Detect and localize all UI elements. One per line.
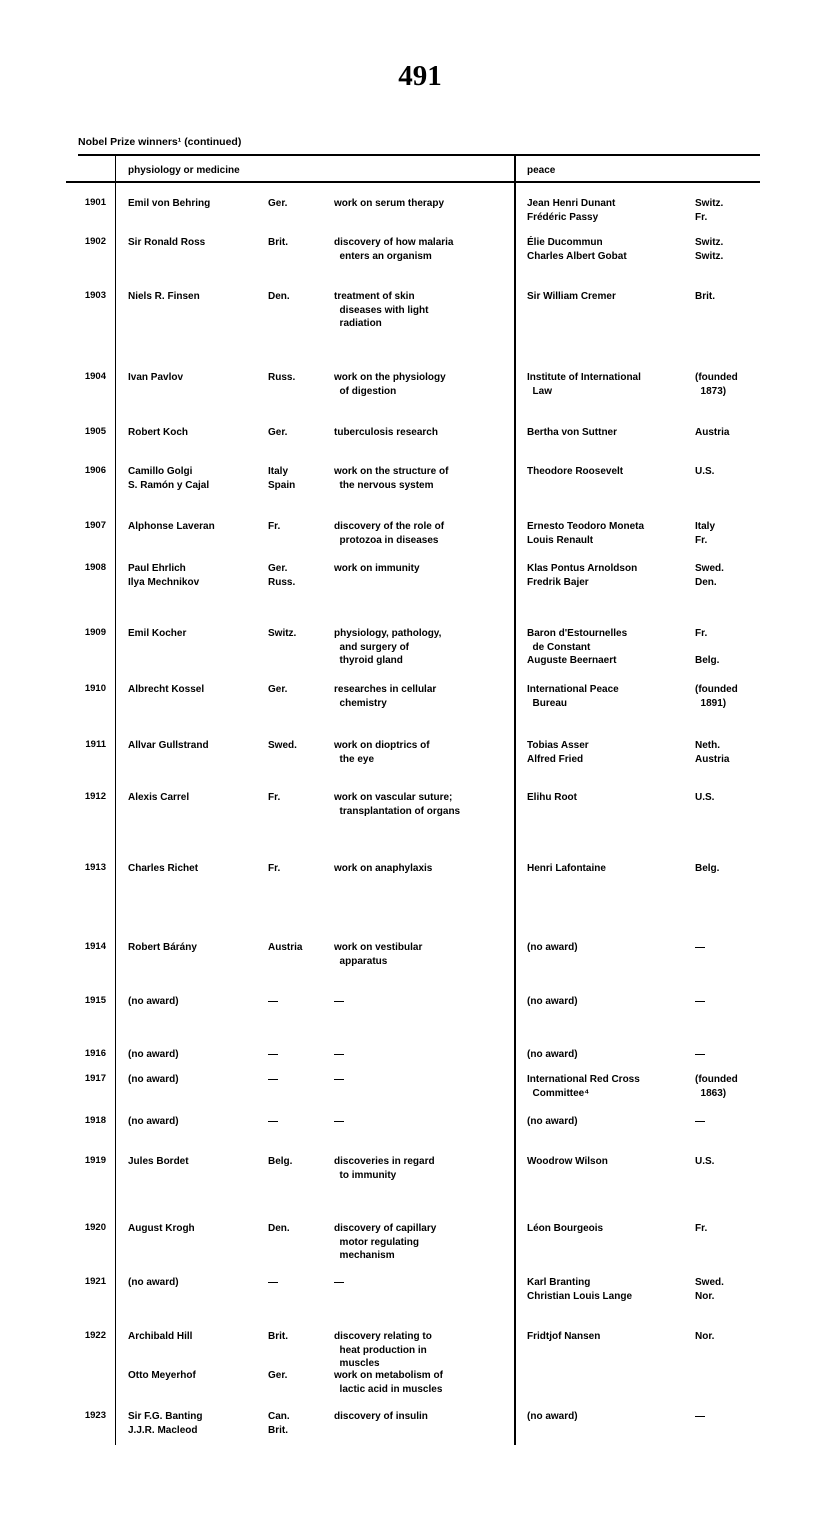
medicine-work: — — [334, 1049, 344, 1060]
peace-laureate: Ernesto Teodoro Moneta Louis Renault — [527, 521, 645, 546]
peace-country: (founded 1873) — [695, 372, 738, 397]
peace-laureate: Henri Lafontaine — [527, 863, 606, 874]
medicine-work: discovery of insulin — [334, 1411, 428, 1422]
medicine-country: Fr. — [268, 863, 281, 874]
table-row-year: 1910 — [84, 683, 106, 694]
table-row-year: 1918 — [84, 1115, 106, 1126]
medicine-laureate: August Krogh — [128, 1223, 195, 1234]
medicine-laureate: Charles Richet — [128, 863, 199, 874]
medicine-laureate: (no award) — [128, 1116, 179, 1127]
medicine-laureate: Robert Koch — [128, 427, 188, 438]
peace-laureate: Élie Ducommun Charles Albert Gobat — [527, 237, 627, 262]
table-row-year: 1916 — [84, 1048, 106, 1059]
medicine-country: — — [268, 996, 278, 1007]
medicine-work: discovery relating to heat production in muscles — [334, 1331, 432, 1369]
table-row-year: 1909 — [84, 627, 106, 638]
medicine-country: Den. — [268, 1223, 290, 1234]
medicine-country: Brit. — [268, 237, 288, 248]
peace-laureate: Bertha von Suttner — [527, 427, 618, 438]
peace-country: Swed. Nor. — [695, 1277, 724, 1302]
peace-country: U.S. — [695, 1156, 715, 1167]
peace-country: Belg. — [695, 863, 720, 874]
medicine-work: work on the structure of the nervous system — [334, 466, 449, 491]
table-row-year: 1906 — [84, 465, 106, 476]
medicine-work: — — [334, 996, 344, 1007]
medicine-work: discovery of the role of protozoa in diseases — [334, 521, 445, 546]
peace-laureate: Institute of International Law — [527, 372, 641, 397]
medicine-work: — — [334, 1074, 344, 1085]
peace-laureate: Theodore Roosevelt — [527, 466, 624, 477]
medicine-laureate: Alexis Carrel — [128, 792, 190, 803]
medicine-work: — — [334, 1116, 344, 1127]
table-row-year: 1922 — [84, 1330, 106, 1341]
table-row-year: 1904 — [84, 371, 106, 382]
peace-country: Fr. — [695, 1223, 708, 1234]
table-row-year: 1908 — [84, 562, 106, 573]
peace-country: Swed. Den. — [695, 563, 724, 588]
peace-country: (founded 1863) — [695, 1074, 738, 1099]
medicine-country: Swed. — [268, 740, 297, 751]
medicine-country: Fr. — [268, 521, 281, 532]
medicine-laureate: Sir F.G. Banting J.J.R. Macleod — [128, 1411, 203, 1436]
peace-country: U.S. — [695, 792, 715, 803]
peace-laureate: (no award) — [527, 1049, 578, 1060]
peace-country: — — [695, 1116, 705, 1127]
medicine-work: work on serum therapy — [334, 198, 445, 209]
peace-country: (founded 1891) — [695, 684, 738, 709]
peace-laureate: Klas Pontus Arnoldson Fredrik Bajer — [527, 563, 638, 588]
medicine-laureate: Alphonse Laveran — [128, 521, 215, 532]
medicine-laureate: Allvar Gullstrand — [128, 740, 209, 751]
header-bottom-rule — [66, 181, 760, 183]
medicine-laureate: Camillo Golgi S. Ramón y Cajal — [128, 466, 210, 491]
medicine-work: work on vestibular apparatus — [334, 942, 423, 967]
peace-laureate: (no award) — [527, 1411, 578, 1422]
medicine-country: Russ. — [268, 372, 296, 383]
medicine-laureate: Archibald Hill — [128, 1331, 193, 1342]
medicine-laureate: Ivan Pavlov — [128, 372, 184, 383]
peace-country: Austria — [695, 427, 730, 438]
medicine-laureate: Niels R. Finsen — [128, 291, 200, 302]
medicine-country: Austria — [268, 942, 303, 953]
peace-laureate: Tobias Asser Alfred Fried — [527, 740, 589, 765]
medicine-country: Den. — [268, 291, 290, 302]
peace-laureate: (no award) — [527, 1116, 578, 1127]
table-row-year: 1923 — [84, 1410, 106, 1421]
header-medicine: physiology or medicine — [128, 165, 240, 176]
peace-laureate: Jean Henri Dunant Frédéric Passy — [527, 198, 616, 223]
medicine-country: Brit. — [268, 1331, 288, 1342]
medicine-laureate: Sir Ronald Ross — [128, 237, 206, 248]
medicine-laureate: Jules Bordet — [128, 1156, 189, 1167]
table-row-year: 1907 — [84, 520, 106, 531]
peace-country: U.S. — [695, 466, 715, 477]
medicine-country: Ger. — [268, 684, 288, 695]
medicine-laureate: Otto Meyerhof — [128, 1370, 196, 1381]
peace-country: Switz. Switz. — [695, 237, 724, 262]
medicine-country: — — [268, 1116, 278, 1127]
table-row-year: 1915 — [84, 995, 106, 1006]
table-top-rule — [78, 154, 760, 156]
category-column-divider — [514, 155, 516, 1445]
table-row-year: 1912 — [84, 791, 106, 802]
table-row-year: 1914 — [84, 941, 106, 952]
peace-laureate: Baron d'Estournelles de Constant Auguste Beernaert — [527, 628, 628, 666]
table-row-year: 1902 — [84, 236, 106, 247]
medicine-work: physiology, pathology, and surgery of thyroid gland — [334, 628, 442, 666]
peace-country: — — [695, 942, 705, 953]
medicine-work: — — [334, 1277, 344, 1288]
medicine-country: Ger. — [268, 427, 288, 438]
peace-country: — — [695, 996, 705, 1007]
medicine-laureate: (no award) — [128, 1049, 179, 1060]
table-row-year: 1917 — [84, 1073, 106, 1084]
medicine-work: work on dioptrics of the eye — [334, 740, 430, 765]
medicine-laureate: (no award) — [128, 1277, 179, 1288]
medicine-work: work on metabolism of lactic acid in muscles — [334, 1370, 443, 1395]
peace-country: Switz. Fr. — [695, 198, 724, 223]
header-peace: peace — [527, 165, 556, 176]
table-row-year: 1901 — [84, 197, 106, 208]
medicine-work: discoveries in regard to immunity — [334, 1156, 435, 1181]
medicine-laureate: (no award) — [128, 996, 179, 1007]
medicine-work: work on anaphylaxis — [334, 863, 433, 874]
peace-laureate: Elihu Root — [527, 792, 577, 803]
table-title: Nobel Prize winners¹ (continued) — [78, 136, 242, 148]
peace-country: Neth. Austria — [695, 740, 730, 765]
peace-laureate: Karl Branting Christian Louis Lange — [527, 1277, 633, 1302]
peace-laureate: Woodrow Wilson — [527, 1156, 608, 1167]
medicine-work: researches in cellular chemistry — [334, 684, 437, 709]
medicine-laureate: Robert Bárány — [128, 942, 197, 953]
medicine-work: work on the physiology of digestion — [334, 372, 446, 397]
peace-laureate: International Red Cross Committee⁴ — [527, 1074, 640, 1099]
medicine-laureate: Paul Ehrlich Ilya Mechnikov — [128, 563, 200, 588]
medicine-work: work on immunity — [334, 563, 420, 574]
medicine-laureate: Emil von Behring — [128, 198, 211, 209]
year-column-divider — [115, 155, 116, 1445]
medicine-laureate: (no award) — [128, 1074, 179, 1085]
medicine-country: — — [268, 1277, 278, 1288]
peace-country: — — [695, 1411, 705, 1422]
medicine-laureate: Albrecht Kossel — [128, 684, 205, 695]
page-number: 491 — [398, 60, 442, 92]
medicine-laureate: Emil Kocher — [128, 628, 187, 639]
peace-country: — — [695, 1049, 705, 1060]
table-row-year: 1903 — [84, 290, 106, 301]
medicine-country: Switz. — [268, 628, 297, 639]
peace-laureate: Sir William Cremer — [527, 291, 616, 302]
medicine-country: Ger. — [268, 1370, 288, 1381]
medicine-country: Belg. — [268, 1156, 293, 1167]
peace-laureate: (no award) — [527, 996, 578, 1007]
peace-country: Brit. — [695, 291, 715, 302]
medicine-work: tuberculosis research — [334, 427, 438, 438]
table-row-year: 1913 — [84, 862, 106, 873]
table-row-year: 1911 — [85, 739, 106, 750]
peace-country: Italy Fr. — [695, 521, 716, 546]
medicine-work: discovery of capillary motor regulating mechanism — [334, 1223, 437, 1261]
table-row-year: 1919 — [84, 1155, 106, 1166]
peace-laureate: Léon Bourgeois — [527, 1223, 604, 1234]
medicine-work: discovery of how malaria enters an organism — [334, 237, 454, 262]
medicine-country: — — [268, 1049, 278, 1060]
peace-country: Nor. — [695, 1331, 715, 1342]
peace-laureate: (no award) — [527, 942, 578, 953]
table-row-year: 1905 — [84, 426, 106, 437]
medicine-country: Can. Brit. — [268, 1411, 290, 1436]
peace-laureate: International Peace Bureau — [527, 684, 619, 709]
medicine-country: — — [268, 1074, 278, 1085]
medicine-country: Italy Spain — [268, 466, 296, 491]
medicine-work: treatment of skin diseases with light radiation — [334, 291, 429, 329]
medicine-country: Fr. — [268, 792, 281, 803]
table-row-year: 1920 — [84, 1222, 106, 1233]
peace-laureate: Fridtjof Nansen — [527, 1331, 601, 1342]
medicine-country: Ger. Russ. — [268, 563, 296, 588]
peace-country: Fr. Belg. — [695, 628, 720, 666]
medicine-work: work on vascular suture; transplantation of organs — [334, 792, 461, 817]
medicine-country: Ger. — [268, 198, 288, 209]
table-row-year: 1921 — [84, 1276, 106, 1287]
